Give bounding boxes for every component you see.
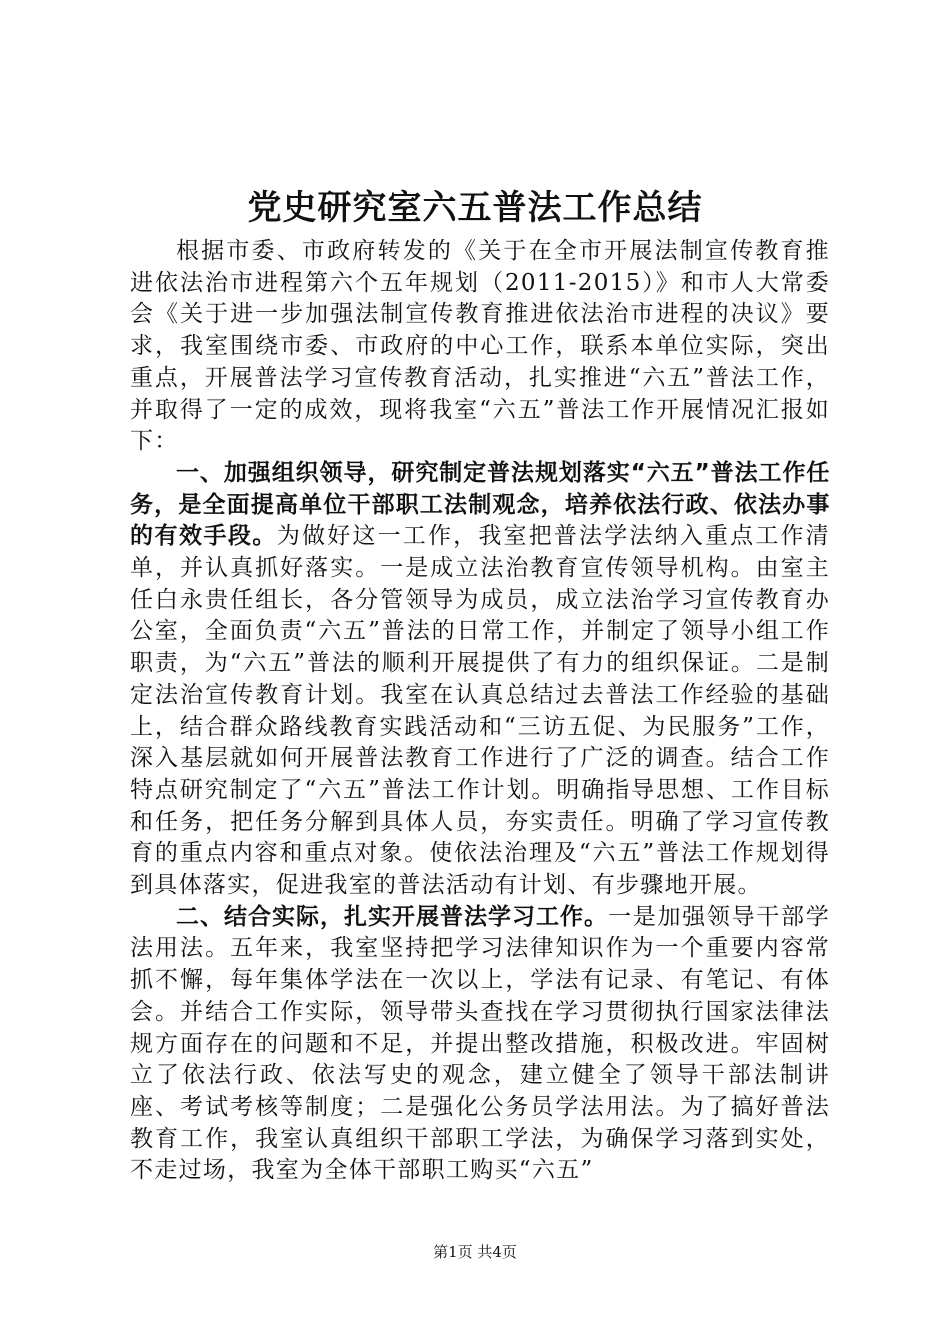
section-1-heading: 一、加强组织领导，研究制定普法规划落实“六五”普法工作任务，是全面提高单位干部职工法制观念，培养依法行政、依法办事的有效手段。 xyxy=(130,459,830,550)
section-2-heading: 二、结合实际，扎实开展普法学习工作。 xyxy=(176,903,609,930)
document-body xyxy=(130,236,830,1187)
document-title: 党史研究室六五普法工作总结 xyxy=(247,188,703,228)
section-2-body: 一是加强领导干部学法用法。五年来，我室坚持把学习法律知识作为一个重要内容常抓不懈，每年集体学法在一次以上，学法有记录、有笔记、有体会。并结合工作实际，领导带头查找在学习贯彻执行国家法律法规方面存在的问题和不足，并提出整改措施，积极改进。牢固树立了依法行政、依法写史的观念，建立健全了领导干部法制讲座、考试考核等制度；二是强化公务员学法用法。为了搞好普法教育工作，我室认真组织干部职工学法，为确保学习落到实处，不走过场，我室为全体干部职工购买“六五” xyxy=(130,903,830,1184)
section-1-body: 为做好这一工作，我室把普法学法纳入重点工作清单，并认真抓好落实。一是成立法治教育宣传领导机构。由室主任白永贵任组长，各分管领导为成员，成立法治学习宣传教育办公室，全面负责“六五”普法的日常工作，并制定了领导小组工作职责，为“六五”普法的顺利开展提供了有力的组织保证。二是制定法治宣传教育计划。我室在认真总结过去普法工作经验的基础上，结合群众路线教育实践活动和“三访五促、为民服务”工作，深入基层就如何开展普法教育工作进行了广泛的调查。结合工作特点研究制定了“六五”普法工作计划。明确指导思想、工作目标和任务，把任务分解到具体人员，夯实责任。明确了学习宣传教育的重点内容和重点对象。使依法治理及“六五”普法工作规划得到具体落实，促进我室的普法活动有计划、有步骤地开展。 xyxy=(130,523,830,899)
section-2-paragraph xyxy=(130,902,830,1187)
page-footer: 第1页 共4页 xyxy=(433,1243,517,1261)
intro-paragraph: 根据市委、市政府转发的《关于在全市开展法制宣传教育推进依法治市进程第六个五年规划（2011-2015）》和市人大常委会《关于进一步加强法制宣传教育推进依法治市进程的决议》要求，我室围绕市委、市政府的中心工作，联系本单位实际，突出重点，开展普法学习宣传教育活动，扎实推进“六五”普法工作，并取得了一定的成效，现将我室“六五”普法工作开展情况汇报如下： xyxy=(130,238,830,455)
section-1-paragraph xyxy=(130,458,830,902)
